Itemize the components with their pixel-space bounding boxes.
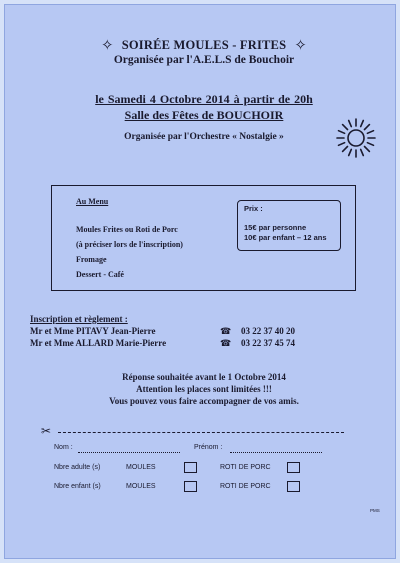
footer-initials: PMS <box>370 508 380 513</box>
orchestra-line: Organisée par l'Orchestre « Nostalgie » <box>124 132 284 142</box>
menu-item: Fromage <box>76 255 107 264</box>
child-count-label: Nbre enfant (s) <box>54 483 101 490</box>
title-text: SOIRÉE MOULES - FRITES <box>121 38 287 52</box>
price-child: 10€ par enfant – 12 ans <box>244 233 327 242</box>
prenom-field[interactable] <box>230 452 322 453</box>
event-date: le Samedi 4 Octobre 2014 à partir de 20h <box>95 92 313 106</box>
event-title <box>4 36 400 55</box>
notice-line: Vous pouvez vous faire accompagner de vos amis. <box>109 396 299 406</box>
phone-icon: ☎ <box>220 338 232 348</box>
contact-phone: 03 22 37 40 20 <box>241 326 295 336</box>
adult-count-label: Nbre adulte (s) <box>54 464 101 471</box>
star-icon: ✧ <box>294 38 308 54</box>
adult-roti-checkbox[interactable] <box>287 462 300 473</box>
adult-moules-checkbox[interactable] <box>184 462 197 473</box>
child-moules-checkbox[interactable] <box>184 481 197 492</box>
menu-item: Dessert - Café <box>76 270 124 279</box>
price-label: Prix : <box>244 204 263 213</box>
nom-label: Nom : <box>54 444 73 451</box>
sun-icon <box>334 116 378 160</box>
menu-item: (à préciser lors de l'inscription) <box>76 240 183 249</box>
contact-name: Mr et Mme PITAVY Jean-Pierre <box>30 326 156 336</box>
child-moules-label: MOULES <box>126 483 156 490</box>
menu-title: Au Menu <box>76 197 109 206</box>
price-adult: 15€ par personne <box>244 223 307 232</box>
event-venue: Salle des Fêtes de BOUCHOIR <box>124 108 284 122</box>
child-roti-label: ROTI DE PORC <box>220 483 271 490</box>
organizer-subtitle: Organisée par l'A.E.L.S de Bouchoir <box>113 54 295 66</box>
star-icon: ✧ <box>100 38 114 54</box>
contact-phone: 03 22 37 45 74 <box>241 338 295 348</box>
registration-title: Inscription et règlement : <box>30 314 128 324</box>
notice-line: Réponse souhaitée avant le 1 Octobre 2014 <box>122 372 286 382</box>
notice-line: Attention les places sont limitées !!! <box>136 384 272 394</box>
adult-moules-label: MOULES <box>126 464 156 471</box>
cut-line <box>58 432 344 433</box>
adult-roti-label: ROTI DE PORC <box>220 464 271 471</box>
scissors-icon: ✂ <box>41 424 52 438</box>
menu-item: Moules Frites ou Roti de Porc <box>76 225 178 234</box>
contact-name: Mr et Mme ALLARD Marie-Pierre <box>30 338 167 348</box>
phone-icon: ☎ <box>220 326 232 336</box>
nom-field[interactable] <box>78 452 180 453</box>
child-roti-checkbox[interactable] <box>287 481 300 492</box>
prenom-label: Prénom : <box>194 444 223 451</box>
